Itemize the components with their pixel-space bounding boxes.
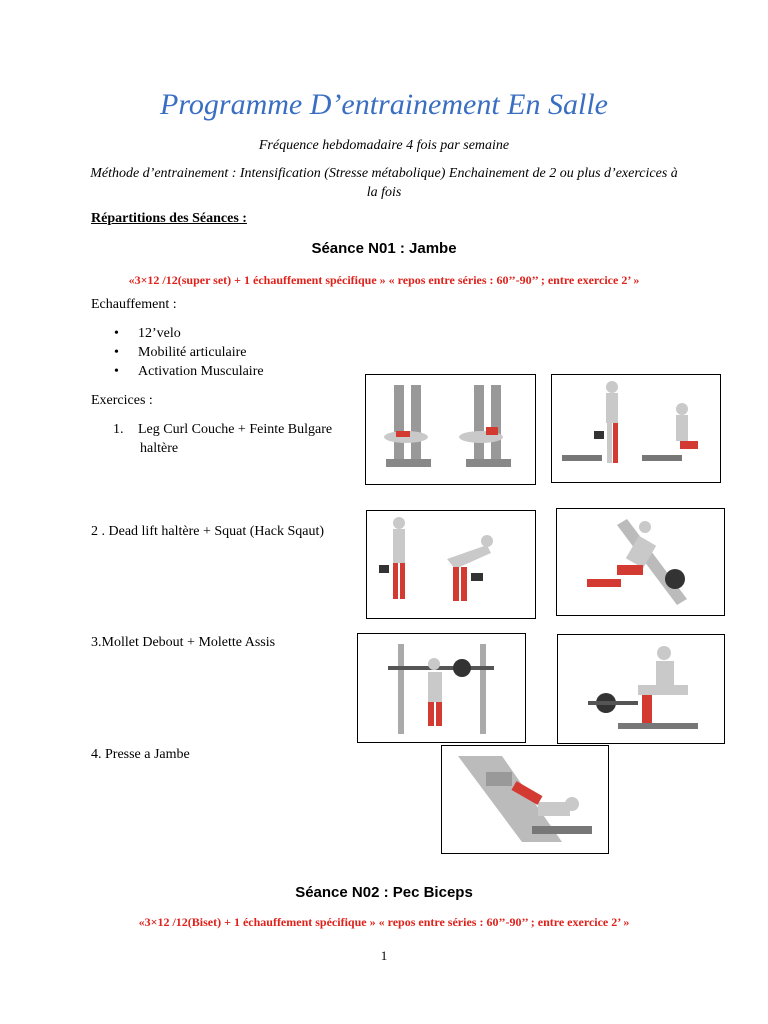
seance2-protocol: «3×12 /12(Biset) + 1 échauffement spécifique » « repos entre séries : 60’’-90’’ ; entre exercice 2’ » xyxy=(138,915,630,929)
seance1-title: Séance N01 : Jambe xyxy=(311,240,457,257)
seance1-protocol: «3×12 /12(super set) + 1 échauffement spécifique » « repos entre séries : 60’’-90’’ ; entre exercice 2’ » xyxy=(128,273,640,287)
warmup-item: • 12’velo xyxy=(92,324,264,343)
page-number: 1 xyxy=(380,948,388,963)
deadlift-image xyxy=(366,510,536,619)
exercise1-number: 1. xyxy=(113,422,124,437)
exercise4-text: 4. Presse a Jambe xyxy=(91,747,190,762)
bulgarian-split-squat-image xyxy=(551,374,721,483)
seance2-title: Séance N02 : Pec Biceps xyxy=(295,884,473,901)
exercise3-text: 3.Mollet Debout + Molette Assis xyxy=(91,635,276,650)
seated-calf-raise-image xyxy=(557,634,725,744)
warmup-list xyxy=(92,324,264,381)
leg-curl-image xyxy=(365,374,536,485)
standing-calf-raise-image xyxy=(357,633,526,743)
method-text: Méthode d’entrainement : Intensification (Stresse métabolique) Enchainement de 2 ou plus d’exercices à la fois xyxy=(90,166,678,200)
exercises-label: Exercices : xyxy=(91,393,153,408)
hack-squat-image xyxy=(556,508,725,616)
exercise1-text-cont: haltère xyxy=(140,441,179,456)
exercise2-text: 2 . Dead lift haltère + Squat (Hack Sqaut) xyxy=(91,524,324,539)
exercise1-text: Leg Curl Couche + Feinte Bulgare xyxy=(138,422,333,437)
frequency-text: Fréquence hebdomadaire 4 fois par semaine xyxy=(258,138,510,153)
warmup-label: Echauffement : xyxy=(91,297,177,312)
warmup-item: • Mobilité articulaire xyxy=(92,343,264,362)
warmup-item: • Activation Musculaire xyxy=(92,362,264,381)
repartitions-heading: Répartitions des Séances : xyxy=(91,211,247,226)
document-title: Programme D’entrainement En Salle xyxy=(160,88,608,121)
leg-press-image xyxy=(441,745,609,854)
